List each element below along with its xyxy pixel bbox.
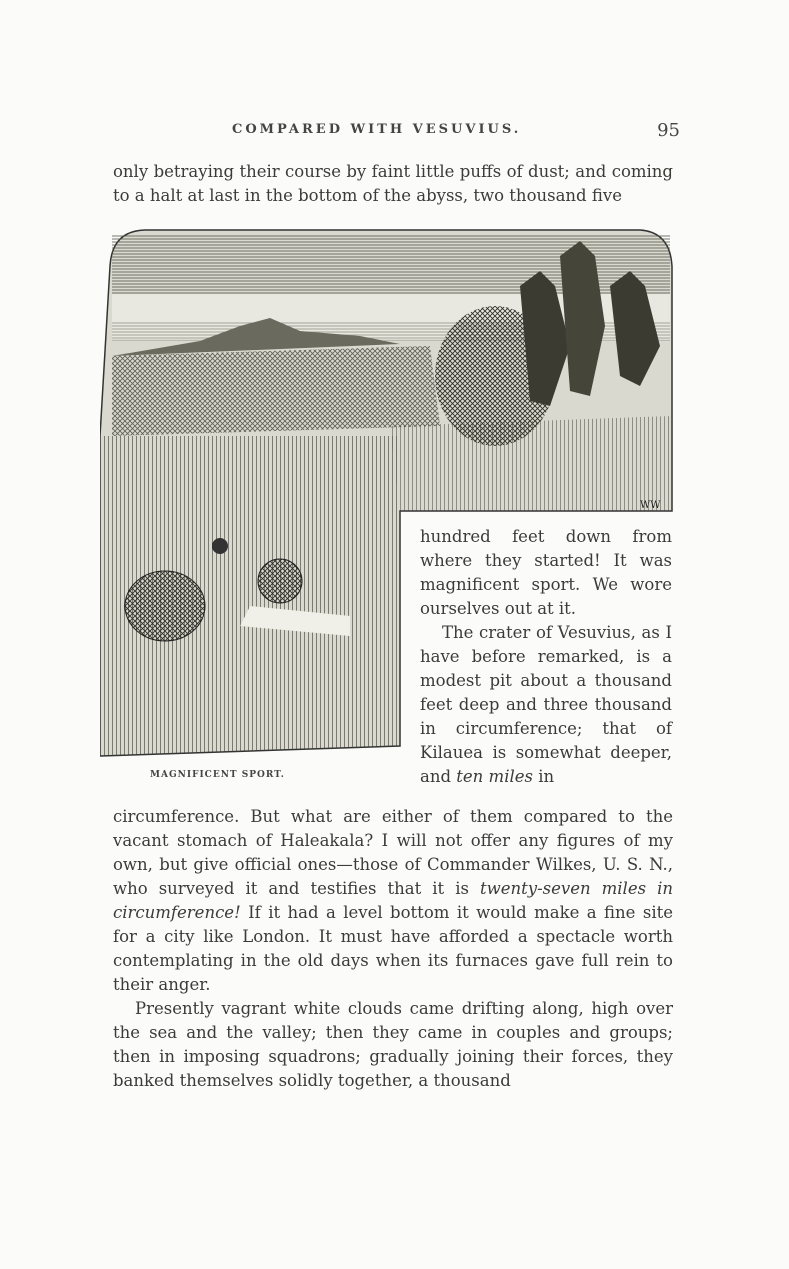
artist-signature: WW — [640, 500, 661, 511]
figure-caption: MAGNIFICENT SPORT. — [150, 770, 285, 780]
side-paragraph-2-text: The crater of Vesuvius, as I have before remarked, is a modest pit about a thousand feet deep and three thousand in circumference; that of Kilauea is somewhat deeper, and — [420, 623, 672, 786]
side-text-block — [420, 525, 672, 789]
running-head: COMPARED WITH VESUVIUS. — [232, 122, 522, 137]
bottom-paragraph-2: Presently vagrant white clouds came drifting along, high over the sea and the valley; then they came in couples and groups; then in imposing squadrons; gradually joining their forces, they banked themselves solidly together, a thousand — [113, 999, 673, 1090]
bottom-text-block — [113, 805, 673, 1093]
side-paragraph-2-end: in — [532, 767, 555, 786]
bottom-paragraph-1-b: If it had a level bottom it would make a fine site for a city like London. It must have afforded a spectacle worth contemplating in the old days when its furnaces gave full rein to their anger. — [113, 903, 673, 994]
side-paragraph-1: hundred feet down from where they started! It was magnificent sport. We wore ourselves out at it. — [420, 527, 672, 618]
top-paragraph: only betraying their course by faint little puffs of dust; and coming to a halt at last in the bottom of the abyss, two thousand five — [113, 162, 673, 205]
page-number: 95 — [657, 120, 680, 141]
bottom-paragraph-1 — [113, 805, 673, 997]
side-paragraph-2 — [420, 621, 672, 789]
italic-ten-miles: ten miles — [456, 767, 533, 786]
bottom-paragraph-1-a: circumference. But what are either of them compared to the vacant stomach of Haleakala? I will not offer any figures of my own, but give official ones—those of Commander Wilkes, U. S. N., who surveyed it and testifies that it is — [113, 807, 673, 898]
italic-twenty-seven-miles: twenty-seven miles in circumference! — [113, 879, 673, 922]
page-header — [232, 122, 680, 146]
